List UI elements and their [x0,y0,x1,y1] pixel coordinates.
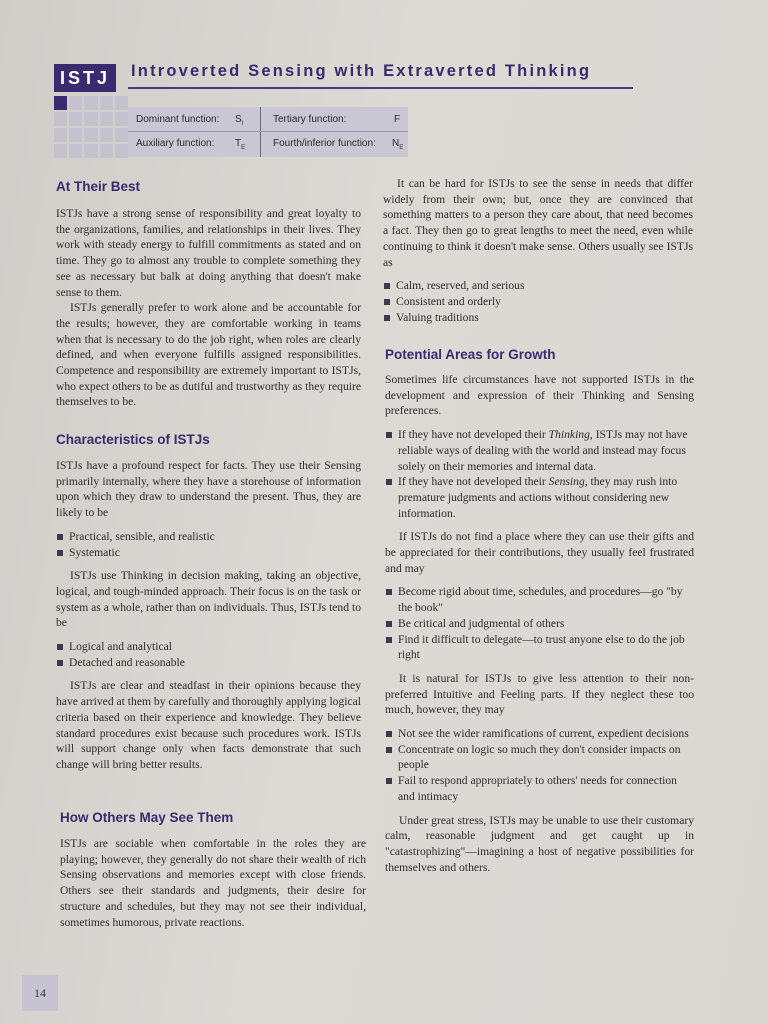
best-paragraph-1: ISTJs have a strong sense of responsibility and great loyalty to the organizations, families, and relationships in their lives. They work with steady energy to fulfill commitments as stated and on time. They go to almost any trouble to complete something they see as necessary but balk at doing anything that doesn't make sense to them. [56,207,361,299]
list-item: Valuing traditions [383,310,693,326]
list-item: Practical, sensible, and realistic [56,529,361,545]
page-title: Introverted Sensing with Extraverted Thinking [131,62,592,80]
characteristics-paragraph-3: ISTJs are clear and steadfast in their opinions because they have arrived at them by carefully and thoroughly applying logical criteria based on their experience and knowledge. They believe standard procedures exist because such procedures work. ISTJs will support change only when facts demonstrate that such change will bring better results. [56,679,361,771]
tertiary-value: F [394,114,401,125]
characteristics-paragraph-1: ISTJs have a profound respect for facts. They use their Sensing primarily internally, where they have a storehouse of information upon which they draw to understand the present. Thus, they are likely to be [56,459,361,520]
growth-list-1 [385,427,694,521]
dominant-label: Dominant function: [136,114,220,125]
page-number: 14 [22,975,58,1011]
list-item: Not see the wider ramifications of current, expedient decisions [385,726,694,742]
others-section-right [383,176,693,325]
others-paragraph-2: It can be hard for ISTJs to see the sense in needs that differ widely from their own; but, once they are convinced that something matters to a person they care about, that need becomes a fact. They then go to great lengths to meet the need, even while continuing to think it doesn't make sense. Others usually see ISTJs as [383,177,693,269]
list-item: Become rigid about time, schedules, and procedures—go "by the book" [385,584,694,615]
list-item: Systematic [56,545,361,561]
list-item: Detached and reasonable [56,655,361,671]
dominant-value: $S_I$ [235,114,244,127]
growth-list-3 [385,726,694,805]
list-item: Consistent and orderly [383,294,693,310]
best-section [56,206,361,410]
growth-paragraph-3: It is natural for ISTJs to give less attention to their non-preferred Intuitive and Feeling parts. If they neglect these too much, however, they may [385,671,694,717]
auxiliary-value: $T_E$ [235,138,246,151]
inferior-label: Fourth/inferior function: [273,138,376,149]
tertiary-label: Tertiary function: [273,114,347,125]
type-code-badge: ISTJ [54,64,116,92]
auxiliary-label: Auxiliary function: [136,138,215,149]
characteristics-list-2 [56,639,361,670]
list-item: Logical and analytical [56,639,361,655]
others-section-left [60,836,366,930]
others-paragraph-1: ISTJs are sociable when comfortable in the roles they are playing; however, they generally do not share their wealth of rich Sensing observations and memories except with close friends. Others see their standards and judgments, their desire for structure and schedules, but they may not see their individual, sometimes humorous, private reactions. [60,837,366,929]
list-item: Calm, reserved, and serious [383,278,693,294]
heading-characteristics: Characteristics of ISTJs [56,432,210,447]
characteristics-section [56,458,361,773]
decorative-grid [54,96,128,158]
heading-how-others-see-them: How Others May See Them [60,810,234,825]
list-item: If they have not developed their Sensing, they may rush into premature judgments and actions without considering new information. [385,474,694,521]
characteristics-list-1 [56,529,361,560]
characteristics-paragraph-2: ISTJs use Thinking in decision making, taking an objective, logical, and tough-minded approach. Their focus is on the task or system as a whole, rather than on individuals. Thus, ISTJs tend to be [56,569,361,630]
others-list [383,278,693,325]
function-table [128,107,408,157]
inferior-value: $N_E$ [392,138,404,151]
heading-at-their-best: At Their Best [56,179,141,194]
list-item: If they have not developed their Thinking, ISTJs may not have reliable ways of dealing with the world and instead may focus solely on their memories and internal data. [385,427,694,474]
list-item: Be critical and judgmental of others [385,616,694,632]
growth-section [385,372,694,875]
heading-potential-growth: Potential Areas for Growth [385,347,556,362]
growth-paragraph-4: Under great stress, ISTJs may be unable to use their customary calm, reasonable judgment and get caught up in "catastrophizing"—imagining a host of negative possibilities for themselves and others. [385,813,694,874]
growth-paragraph-2: If ISTJs do not find a place where they can use their gifts and be appreciated for their contributions, they usually feel frustrated and may [385,530,694,575]
list-item: Concentrate on logic so much they don't consider impacts on people [385,742,694,773]
growth-list-2 [385,584,694,663]
growth-paragraph-1: Sometimes life circumstances have not supported ISTJs in the development and expression of their Thinking and Sensing preferences. [385,373,694,418]
title-rule [128,87,633,89]
list-item: Find it difficult to delegate—to trust anyone else to do the job right [385,632,694,663]
list-item: Fail to respond appropriately to others' needs for connection and intimacy [385,773,694,804]
best-paragraph-2: ISTJs generally prefer to work alone and be accountable for the results; however, they are comfortable working in teams when that is necessary to do the job right, when roles are clearly defined, and when everyone fulfills assigned responsibilities. Competence and responsibility are extremely important to ISTJs, who expect others to be as dutiful and trustworthy as they require themselves to be. [56,301,361,409]
